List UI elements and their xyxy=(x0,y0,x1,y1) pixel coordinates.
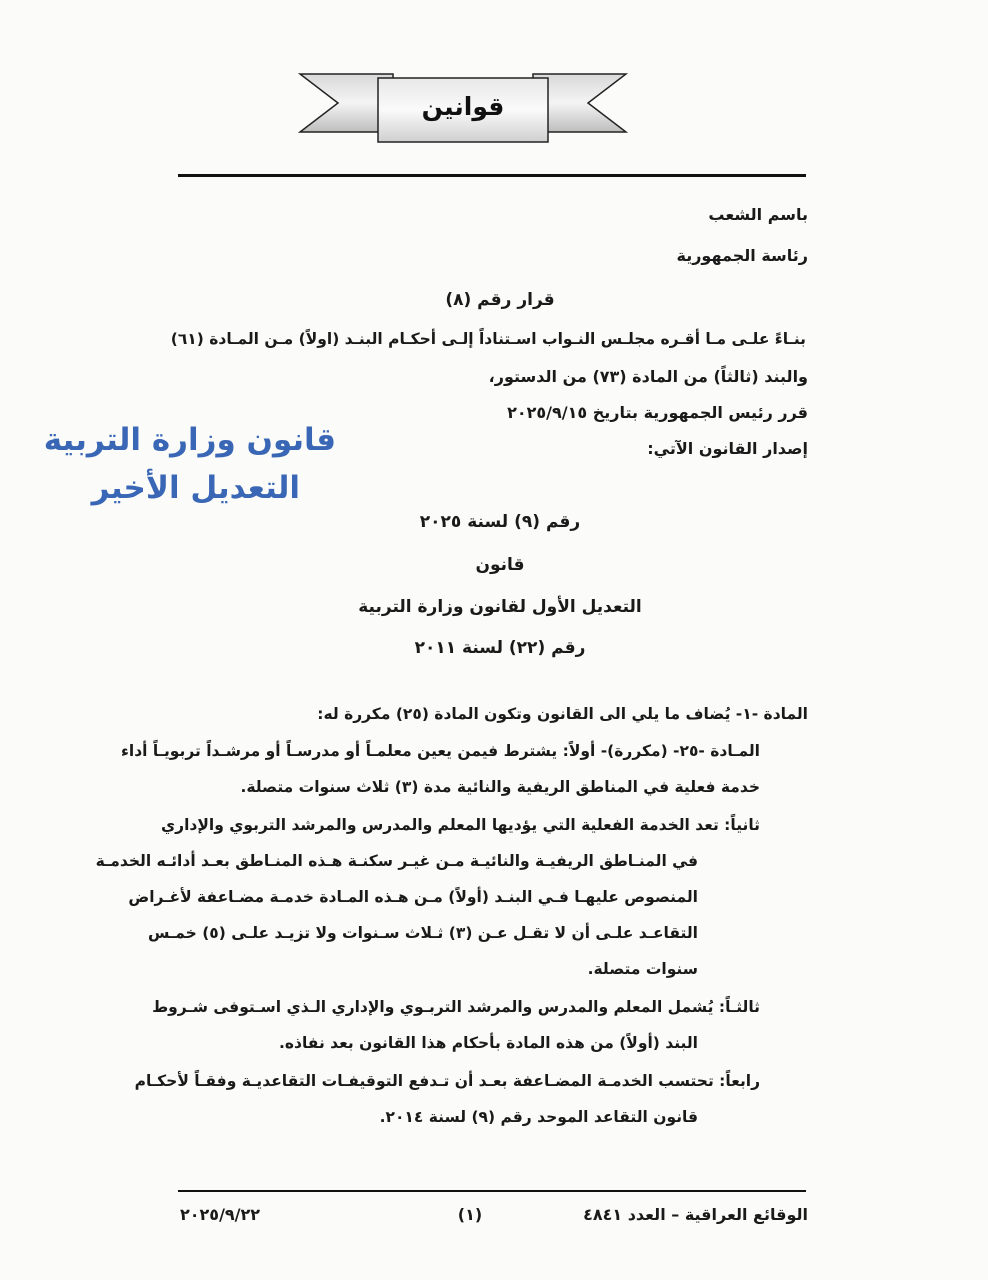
issuance-line: إصدار القانون الآتي: xyxy=(647,439,808,458)
article-25-line-11: قانون التقاعد الموحد رقم (٩) لسنة ٢٠١٤. xyxy=(379,1108,698,1126)
article-25-line-9: البند (أولاً) من هذه المادة بأحكام هذا القانون بعد نفاذه. xyxy=(278,1034,698,1052)
law-type: قانون xyxy=(475,555,525,575)
article-25-line-10: رابعاً: تحتسب الخدمـة المضـاعفة بعـد أن تـدفع التوقيفـات التقاعديـة وفقـاً لأحكـام xyxy=(134,1072,760,1090)
article-25-line-4: في المنـاطق الريفيـة والنائيـة مـن غيـر سكنـة هـذه المنـاطق بعـد أدائـه الخدمـة xyxy=(95,852,698,870)
law-title: التعديل الأول لقانون وزارة التربية xyxy=(358,597,642,617)
article-25-line-6: التقاعـد علـى أن لا تقـل عـن (٣) ثـلاث سـنوات ولا تزيـد علـى (٥) خمـس xyxy=(148,924,698,942)
article-25-line-8: ثالثـاً: يُشمل المعلم والمدرس والمرشد التربـوي والإداري الـذي اسـتوفى شـروط xyxy=(152,998,760,1016)
overlay-subtitle: التعديل الأخير xyxy=(91,470,300,506)
law-reference: رقم (٢٢) لسنة ٢٠١١ xyxy=(414,638,586,658)
in-the-name-line: باسم الشعب xyxy=(708,205,808,224)
overlay-title: قانون وزارة التربية xyxy=(43,422,336,458)
article-25-line-1: المـادة -٢٥- (مكررة)- أولاً: يشترط فيمن يعين معلمـاً أو مدرسـاً أو مرشـداً تربويـاً أداء xyxy=(120,742,760,760)
gazette-issue: الوقائع العراقية – العدد ٤٨٤١ xyxy=(583,1205,808,1224)
header-ribbon xyxy=(298,66,628,156)
header-rule xyxy=(178,174,806,177)
article-25-line-7: سنوات متصلة. xyxy=(587,960,698,978)
footer-date: ٢٠٢٥/٩/٢٢ xyxy=(180,1205,261,1224)
preamble-line-1: بنـاءً علـى مـا أقـره مجلـس النـواب اسـتناداً إلـى أحكـام البنـد (اولاً) مـن المـادة (٦١) xyxy=(170,330,806,348)
decree-number: قرار رقم (٨) xyxy=(445,290,555,310)
article-25-line-3: ثانياً: تعد الخدمة الفعلية التي يؤديها المعلم والمدرس والمرشد التربوي والإداري xyxy=(160,816,760,834)
law-number: رقم (٩) لسنة ٢٠٢٥ xyxy=(419,512,581,532)
section-title: قوانين xyxy=(421,91,505,121)
decree-date-line: قرر رئيس الجمهورية بتاريخ ٢٠٢٥/٩/١٥ xyxy=(507,403,808,422)
article-1-intro: المادة -١- يُضاف ما يلي الى القانون وتكون المادة (٢٥) مكررة له: xyxy=(317,705,808,723)
footer-rule xyxy=(178,1190,806,1192)
page-number: (١) xyxy=(457,1205,483,1224)
presidency-line: رئاسة الجمهورية xyxy=(676,246,808,265)
article-25-line-2: خدمة فعلية في المناطق الريفية والنائية مدة (٣) ثلاث سنوات متصلة. xyxy=(240,778,760,796)
preamble-line-2: والبند (ثالثاً) من المادة (٧٣) من الدستور، xyxy=(488,367,808,386)
article-25-line-5: المنصوص عليهـا فـي البنـد (أولاً) مـن هـذه المـادة خدمـة مضـاعفة لأغـراض xyxy=(128,888,698,906)
